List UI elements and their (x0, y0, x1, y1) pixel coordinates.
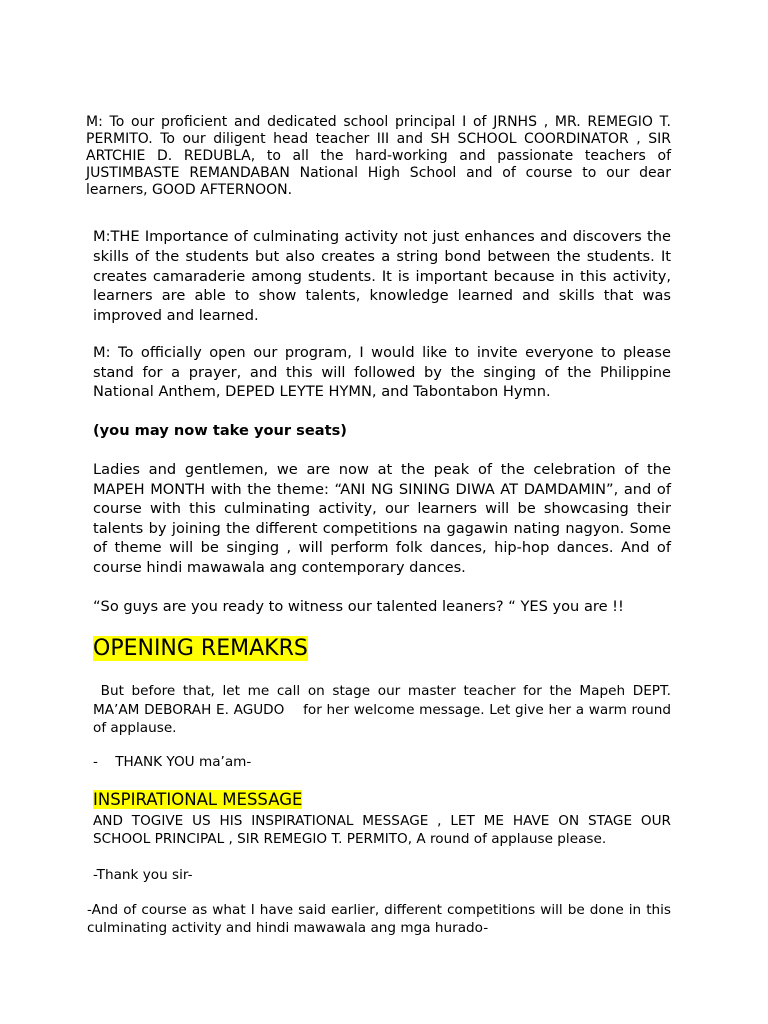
opening-remarks-heading-text: OPENING REMAKRS (93, 636, 308, 661)
inspirational-message-heading (93, 789, 302, 810)
thank-you-sir: -Thank you sir- (93, 867, 193, 883)
competitions-paragraph: -And of course as what I have said earlier, different competitions will be done in this culminating activity and hindi mawawala ang mga hurado- (87, 902, 671, 936)
principal-paragraph: AND TOGIVE US HIS INSPIRATIONAL MESSAGE , LET ME HAVE ON STAGE OUR SCHOOL PRINCIPAL , SIR REMEGIO T. PERMITO, A round of applause please. (93, 813, 671, 847)
opening-remarks-heading (93, 635, 308, 663)
greeting-paragraph: M: To our proficient and dedicated school principal I of JRNHS , MR. REMEGIO T. PERMITO. To our diligent head teacher III and SH SCHOOL COORDINATOR , SIR ARTCHIE D. REDUBLA, to all the hard-working and passionate teachers of JUSTIMBASTE REMANDABAN National High School and of course to our dear learners, GOOD AFTERNOON. (86, 114, 671, 198)
importance-paragraph: M:THE Importance of culminating activity not just enhances and discovers the skills of the students but also creates a string bond between the students. It creates camaraderie among students. It is important because in this activity, learners are able to show talents, knowledge learned and skills that was improved and learned. (93, 228, 671, 325)
opening-program-paragraph: M: To officially open our program, I would like to invite everyone to please stand for a prayer, and this will followed by the singing of the Philippine National Anthem, DEPED LEYTE HYMN, and Tabontabon Hymn. (93, 344, 671, 401)
mapeh-month-paragraph: Ladies and gentlemen, we are now at the peak of the celebration of the MAPEH MONTH with the theme: “ANI NG SINING DIWA AT DAMDAMIN”, and of course with this culminating activity, our learners will be showcasing their talents by joining the different competitions na gagawin nating nagyon. Some of theme will be singing , will perform folk dances, hip-hop dances. And of course hindi mawawala ang contemporary dances. (93, 461, 671, 576)
take-seats-note: (you may now take your seats) (93, 422, 347, 439)
thank-you-maam: - THANK YOU ma’am- (93, 754, 252, 770)
inspirational-message-heading-text: INSPIRATIONAL MESSAGE (93, 790, 303, 809)
master-teacher-paragraph: But before that, let me call on stage our master teacher for the Mapeh DEPT. MA’AM DEBORAH E. AGUDO for her welcome message. Let give her a warm round of applause. (93, 683, 676, 736)
ready-question: “So guys are you ready to witness our talented leaners? “ YES you are !! (93, 598, 624, 615)
